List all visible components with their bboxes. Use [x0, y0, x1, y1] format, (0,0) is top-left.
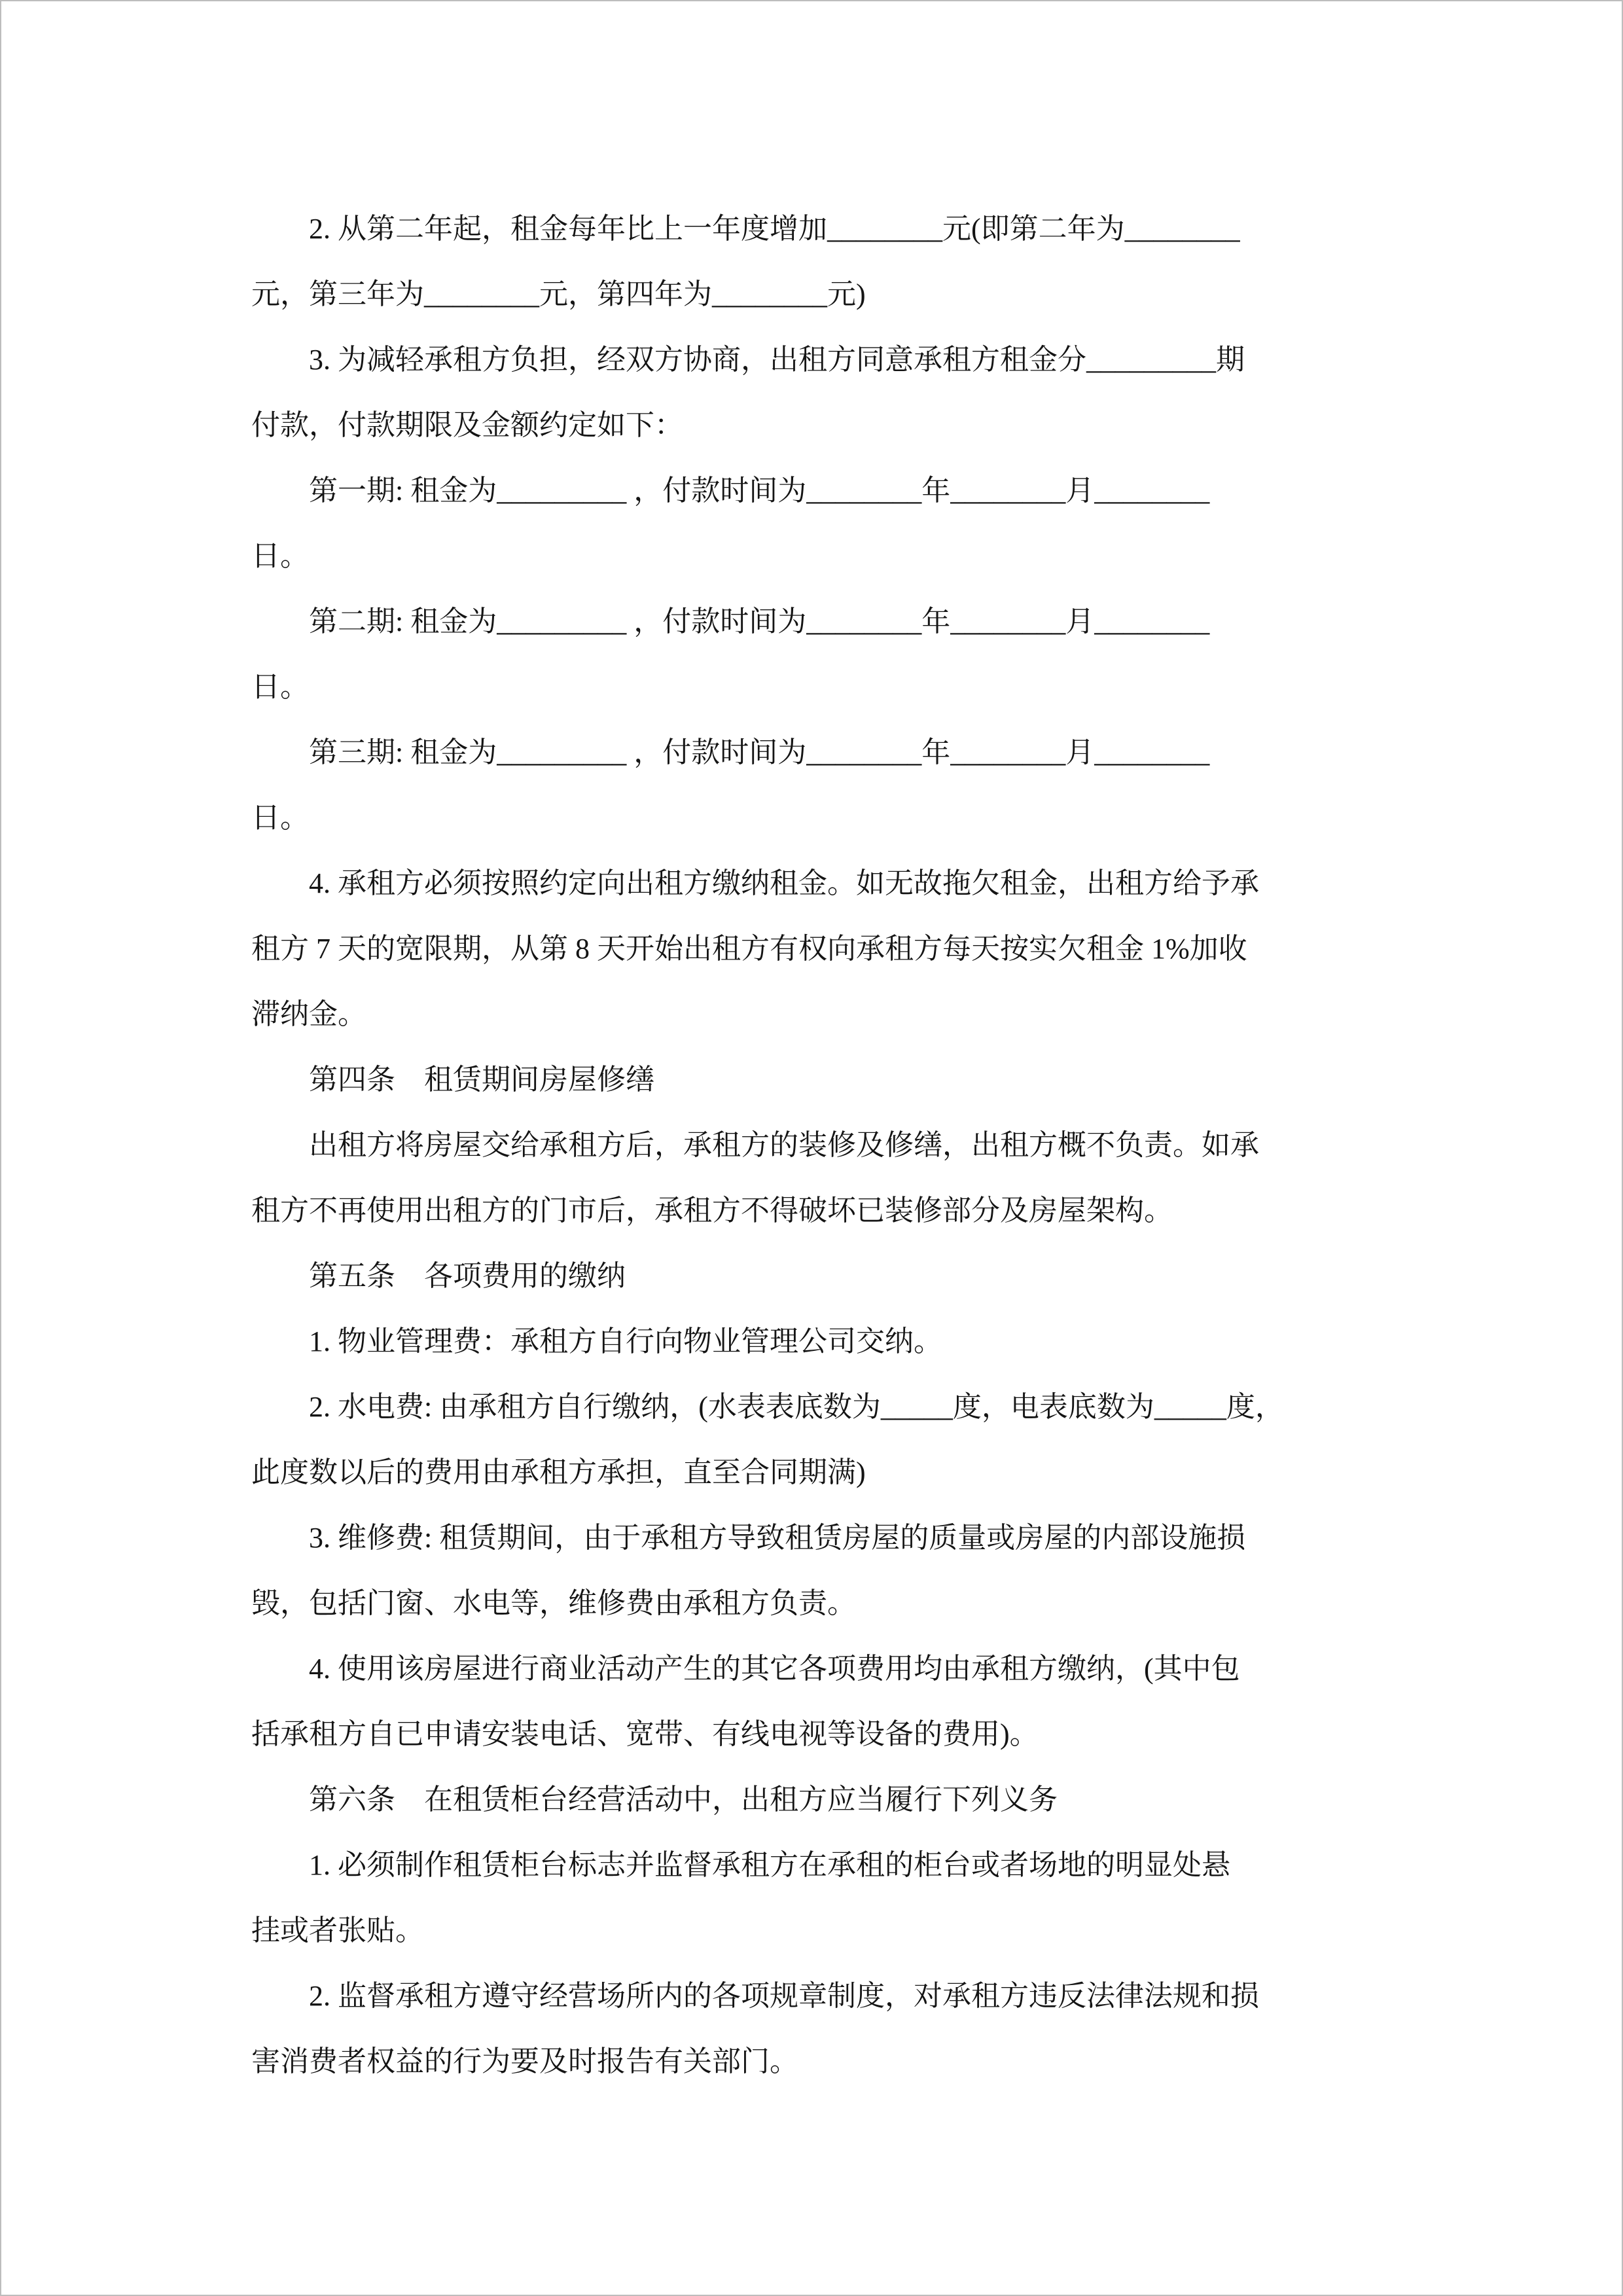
text-line: 3. 为减轻承租方负担，经双方协商，出租方同意承租方租金分_________期 [309, 344, 1245, 376]
text-line: 3. 维修费: 租赁期间，由于承租方导致租赁房屋的质量或房屋的内部设施损 [309, 1522, 1246, 1554]
text-line: 第一期: 租金为_________ ，付款时间为________年________月________ [309, 475, 1210, 507]
text-line: 日。 [251, 540, 309, 572]
text-line: 第二期: 租金为_________ ，付款时间为________年________月________ [309, 605, 1210, 637]
text-line: 日。 [251, 802, 309, 834]
text-line: 4. 使用该房屋进行商业活动产生的其它各项费用均由承租方缴纳，(其中包 [309, 1653, 1240, 1685]
text-line: 日。 [251, 671, 309, 703]
text-line: 付款，付款期限及金额约定如下： [251, 409, 683, 441]
text-line: 毁，包括门窗、水电等，维修费由承租方负责。 [251, 1587, 856, 1619]
text-line: 第三期: 租金为_________ ，付款时间为________年________月________ [309, 736, 1210, 768]
text-line: 括承租方自已申请安装电话、宽带、有线电视等设备的费用)。 [251, 1718, 1039, 1750]
text-line: 2. 从第二年起，租金每年比上一年度增加________元(即第二年为________ [309, 213, 1240, 245]
text-line: 4. 承租方必须按照约定向出租方缴纳租金。如无故拖欠租金，出租方给予承 [309, 867, 1259, 899]
text-line: 2. 水电费: 由承租方自行缴纳，(水表表底数为_____度，电表底数为_____度， [309, 1391, 1284, 1423]
text-line: 害消费者权益的行为要及时报告有关部门。 [251, 2045, 798, 2077]
document-body [1, 1, 1622, 2094]
text-line: 2. 监督承租方遵守经营场所内的各项规章制度，对承租方违反法律法规和损 [309, 1980, 1259, 2012]
section-heading: 第五条 各项费用的缴纳 [309, 1260, 626, 1292]
text-line: 1. 物业管理费：承租方自行向物业管理公司交纳。 [309, 1325, 942, 1357]
text-line: 滞纳金。 [251, 998, 366, 1030]
text-line: 租方不再使用出租方的门市后，承租方不得破坏已装修部分及房屋架构。 [251, 1194, 1173, 1227]
text-line: 出租方将房屋交给承租方后，承租方的装修及修缮，出租方概不负责。如承 [309, 1129, 1259, 1161]
section-heading: 第四条 租赁期间房屋修缮 [309, 1064, 654, 1096]
text-line: 此度数以后的费用由承租方承担，直至合同期满) [251, 1456, 866, 1488]
section-heading: 第六条 在租赁柜台经营活动中，出租方应当履行下列义务 [309, 1784, 1058, 1816]
text-line: 租方 7 天的宽限期，从第 8 天开始出租方有权向承租方每天按实欠租金 1%加收 [251, 933, 1247, 965]
text-line: 挂或者张贴。 [251, 1914, 424, 1946]
text-line: 1. 必须制作租赁柜台标志并监督承租方在承租的柜台或者场地的明显处悬 [309, 1849, 1230, 1881]
text-line: 元，第三年为________元，第四年为________元) [251, 278, 866, 310]
